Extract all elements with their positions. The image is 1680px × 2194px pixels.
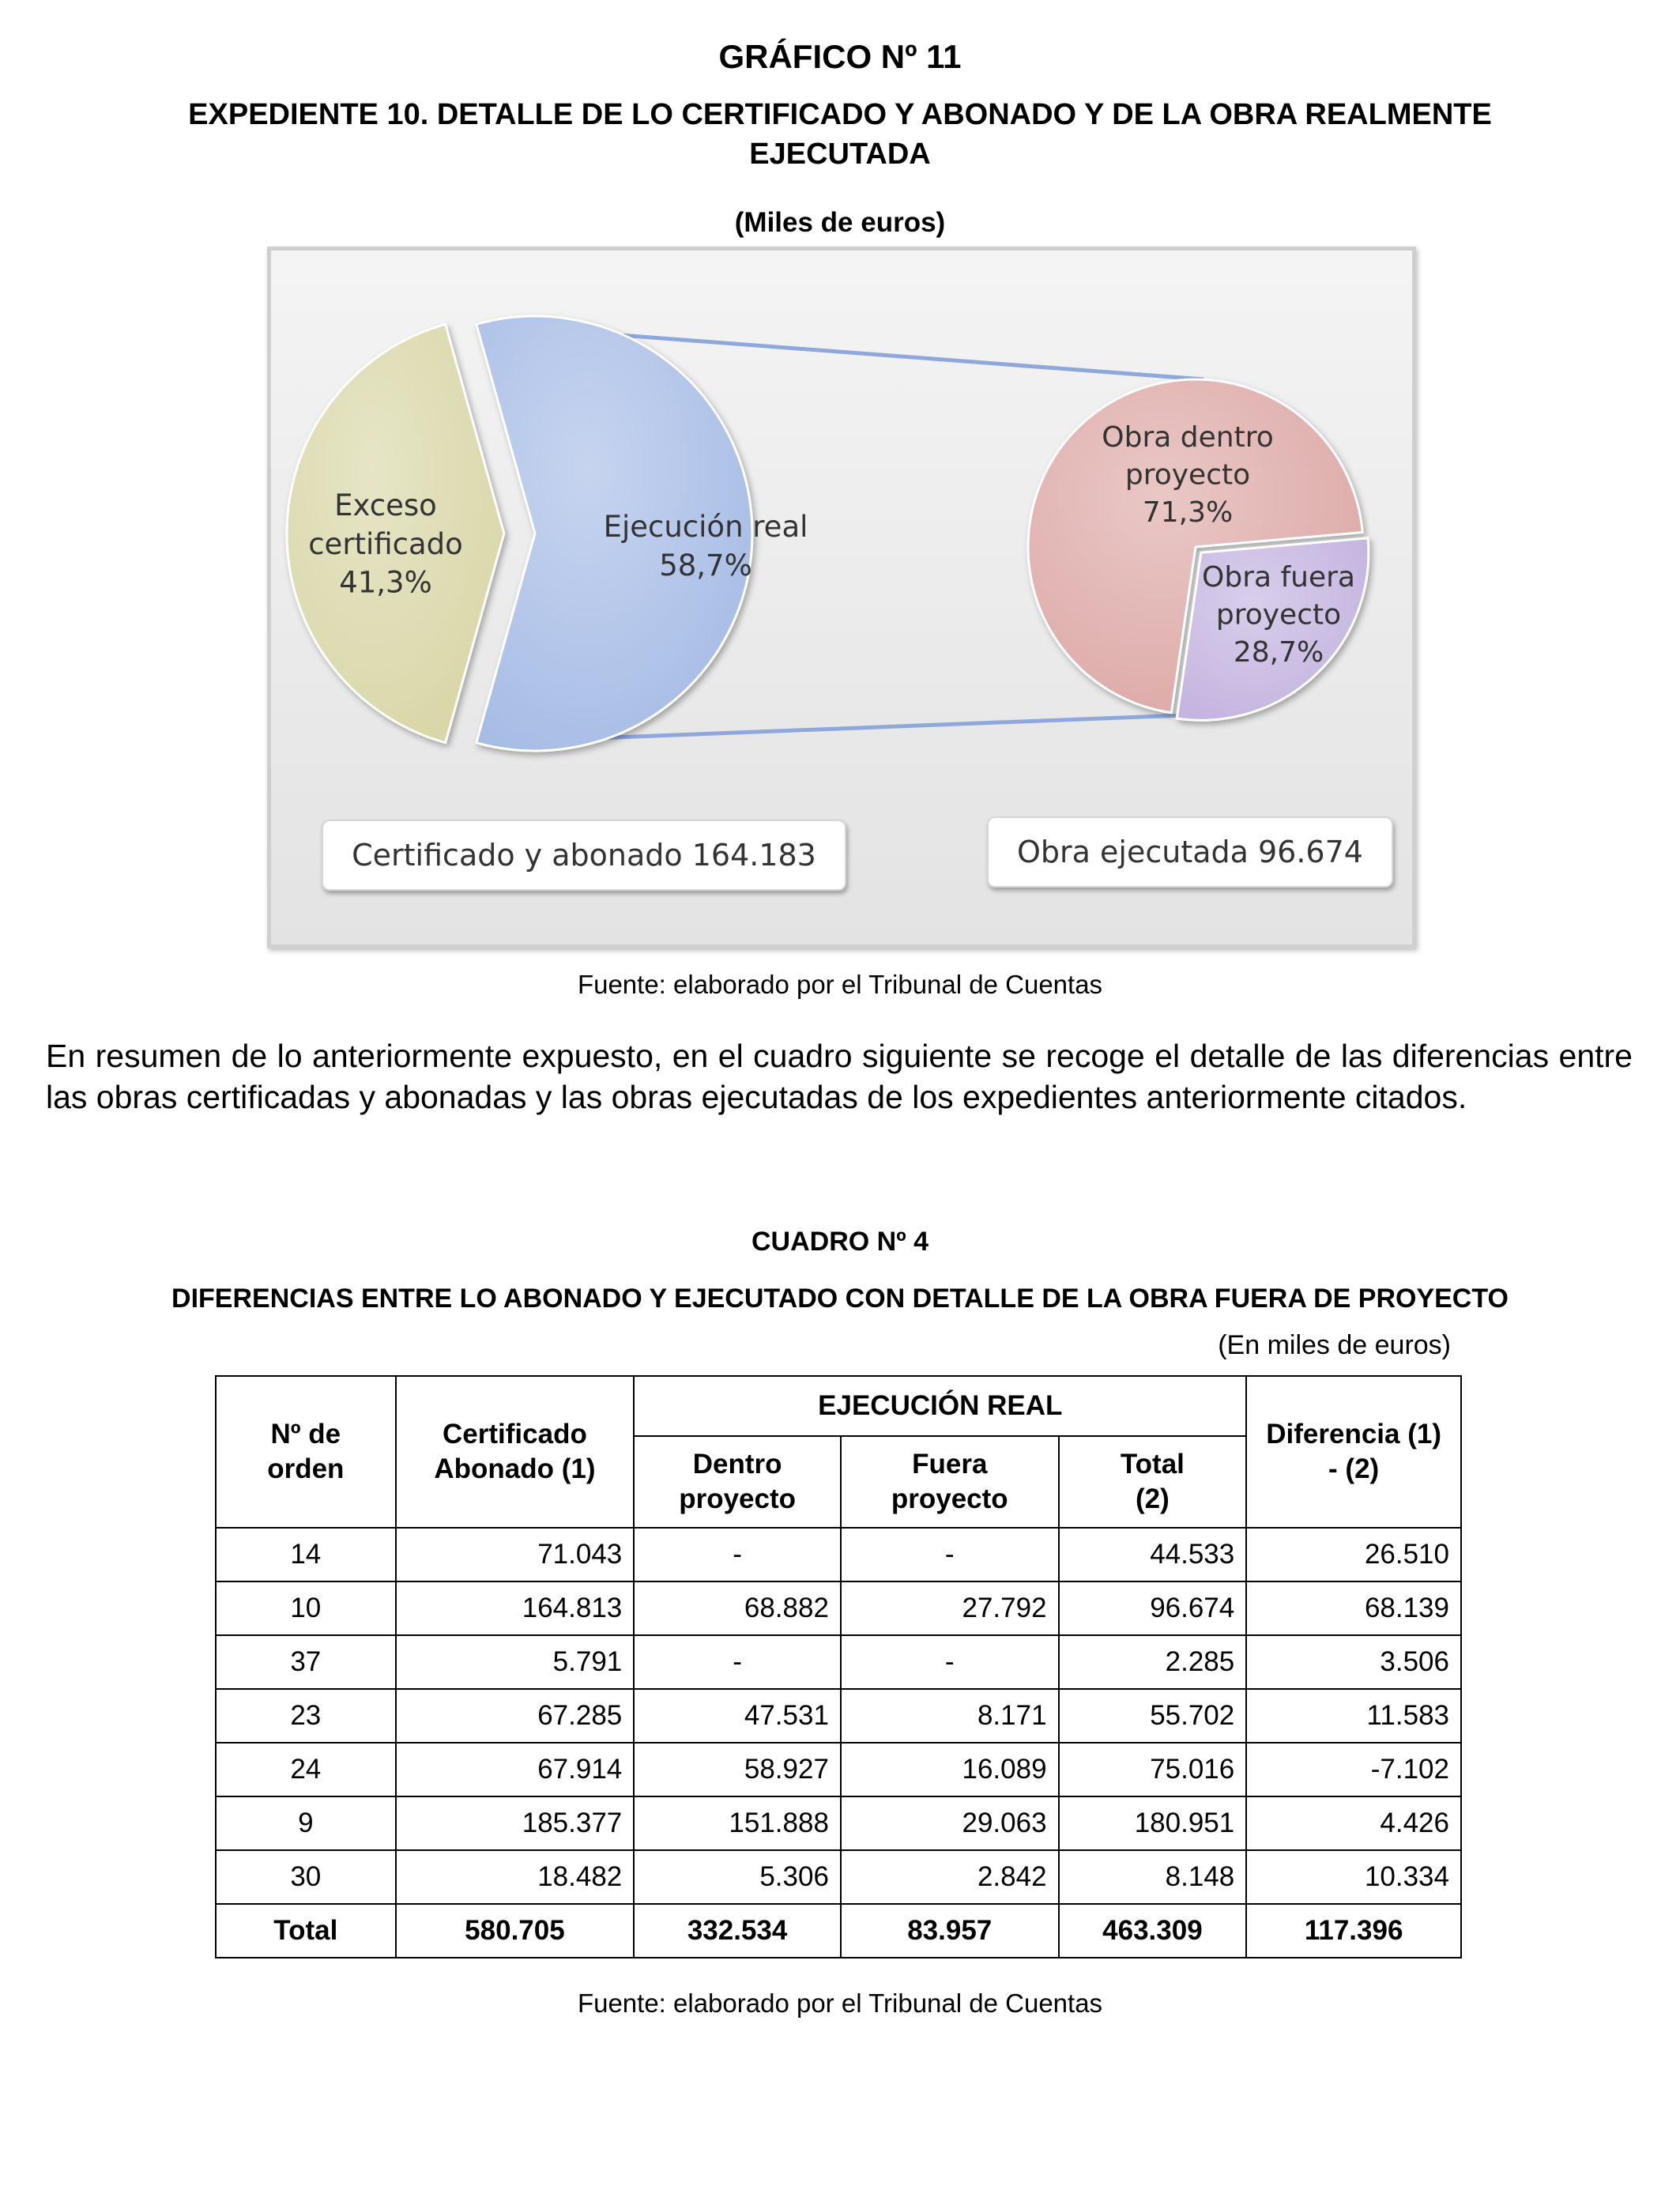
table-cell: 44.533 (1059, 1528, 1247, 1581)
table-cell: -7.102 (1246, 1743, 1461, 1796)
header-ejecucion-real: EJECUCIÓN REAL (634, 1376, 1246, 1436)
chart-subtitle-line-2: EJECUTADA (749, 138, 931, 171)
table-cell: - (841, 1635, 1059, 1689)
header-dentro-line-2: proyecto (679, 1483, 796, 1514)
chart-title: GRÁFICO Nº 11 (718, 38, 962, 75)
table-row (216, 1689, 1461, 1743)
table-cell: 75.016 (1059, 1743, 1247, 1796)
header-fuera-line-2: proyecto (891, 1483, 1008, 1514)
header-total-line-2: (2) (1136, 1483, 1170, 1514)
table-cell: 9 (216, 1796, 396, 1850)
table-total-cell: 332.534 (634, 1904, 841, 1958)
table-row (216, 1581, 1461, 1635)
table-cell: 26.510 (1246, 1528, 1461, 1581)
table-total-cell: Total (216, 1904, 396, 1958)
label-ejecucion-real: Ejecución real 58,7% (603, 510, 808, 582)
table-cell: - (634, 1528, 841, 1581)
chart-panel (267, 247, 1416, 948)
table-cell: 164.813 (396, 1581, 635, 1635)
table-cell: 68.139 (1246, 1581, 1461, 1635)
table-cell: 10.334 (1246, 1850, 1461, 1904)
table-subtitle: DIFERENCIAS ENTRE LO ABONADO Y EJECUTADO CON DETALLE DE LA OBRA FUERA DE PROYECTO (171, 1284, 1509, 1314)
header-dentro-proyecto (634, 1436, 841, 1528)
header-diferencia-line-1: Diferencia (1) (1266, 1419, 1441, 1449)
header-certificado (396, 1376, 635, 1528)
header-orden (216, 1376, 396, 1528)
table-cell: 23 (216, 1689, 396, 1743)
table-cell: 11.583 (1246, 1689, 1461, 1743)
table-row (216, 1743, 1461, 1796)
table-cell: 5.791 (396, 1635, 635, 1689)
table-units: (En miles de euros) (1218, 1330, 1451, 1360)
caption-obra-ejecutada: Obra ejecutada 96.674 (987, 816, 1393, 888)
table-cell: 185.377 (396, 1796, 635, 1850)
table-cell: 180.951 (1059, 1796, 1247, 1850)
table-cell: 27.792 (841, 1581, 1059, 1635)
label-exceso-certificado: Exceso certificado 41,3% (308, 488, 463, 600)
header-certificado-line-1: Certificado (443, 1419, 587, 1449)
table-cell: 8.171 (841, 1689, 1059, 1743)
table-source: Fuente: elaborado por el Tribunal de Cuentas (577, 1989, 1103, 2018)
table-cell: 29.063 (841, 1796, 1059, 1850)
table-cell: 4.426 (1246, 1796, 1461, 1850)
table-cell: 14 (216, 1528, 396, 1581)
table-total-cell: 463.309 (1059, 1904, 1247, 1958)
table-cell: 30 (216, 1850, 396, 1904)
header-total (1059, 1436, 1247, 1528)
table-cell: 67.285 (396, 1689, 635, 1743)
table-cell: 96.674 (1059, 1581, 1247, 1635)
table-cell: 68.882 (634, 1581, 841, 1635)
table-cell: 58.927 (634, 1743, 841, 1796)
table-cell: 8.148 (1059, 1850, 1247, 1904)
chart-subtitle (103, 95, 1577, 174)
table-cell: 5.306 (634, 1850, 841, 1904)
table-cell: 2.842 (841, 1850, 1059, 1904)
table-total-cell: 83.957 (841, 1904, 1059, 1958)
label-obra-dentro-proyecto: Obra dentro proyecto 71,3% (1102, 421, 1274, 530)
table-total-cell: 117.396 (1246, 1904, 1461, 1958)
table-row (216, 1796, 1461, 1850)
table-cell: 10 (216, 1581, 396, 1635)
table-cell: 3.506 (1246, 1635, 1461, 1689)
header-dentro-line-1: Dentro (692, 1449, 782, 1480)
table-row (216, 1850, 1461, 1904)
header-fuera-line-1: Fuera (912, 1449, 988, 1480)
chart-subtitle-line-1: EXPEDIENTE 10. DETALLE DE LO CERTIFICADO Y ABONADO Y DE LA OBRA REALMENTE (188, 98, 1492, 131)
differences-table (215, 1375, 1462, 1958)
table-cell: 24 (216, 1743, 396, 1796)
header-certificado-line-2: Abonado (1) (434, 1453, 596, 1484)
header-diferencia (1246, 1376, 1461, 1528)
header-diferencia-line-2: - (2) (1328, 1453, 1380, 1484)
table-title: CUADRO Nº 4 (751, 1227, 929, 1257)
table-cell: 67.914 (396, 1743, 635, 1796)
table-row (216, 1528, 1461, 1581)
table-cell: 2.285 (1059, 1635, 1247, 1689)
table-cell: 151.888 (634, 1796, 841, 1850)
table-cell: 47.531 (634, 1689, 841, 1743)
table-cell: 37 (216, 1635, 396, 1689)
table-cell: 16.089 (841, 1743, 1059, 1796)
chart-units: (Miles de euros) (734, 207, 946, 238)
header-fuera-proyecto (841, 1436, 1059, 1528)
header-orden-line-1: Nº de (270, 1419, 341, 1449)
label-obra-fuera-proyecto: Obra fuera proyecto 28,7% (1202, 561, 1355, 669)
table-cell: - (634, 1635, 841, 1689)
table-cell: 55.702 (1059, 1689, 1247, 1743)
table-cell: - (841, 1528, 1059, 1581)
table-total-cell: 580.705 (396, 1904, 635, 1958)
table-row (216, 1635, 1461, 1689)
header-orden-line-2: orden (267, 1453, 345, 1484)
table-cell: 18.482 (396, 1850, 635, 1904)
caption-certificado: Certificado y abonado 164.183 (322, 820, 846, 891)
table-cell: 71.043 (396, 1528, 635, 1581)
chart-source: Fuente: elaborado por el Tribunal de Cuentas (577, 970, 1103, 999)
table-total-row (216, 1904, 1461, 1958)
header-total-line-1: Total (1120, 1449, 1185, 1480)
summary-paragraph: En resumen de lo anteriormente expuesto, en el cuadro siguiente se recoge el detalle de las diferencias entre las obras certificadas y abonadas y las obras ejecutadas de los expedientes anteriormente citados. (46, 1038, 1633, 1115)
